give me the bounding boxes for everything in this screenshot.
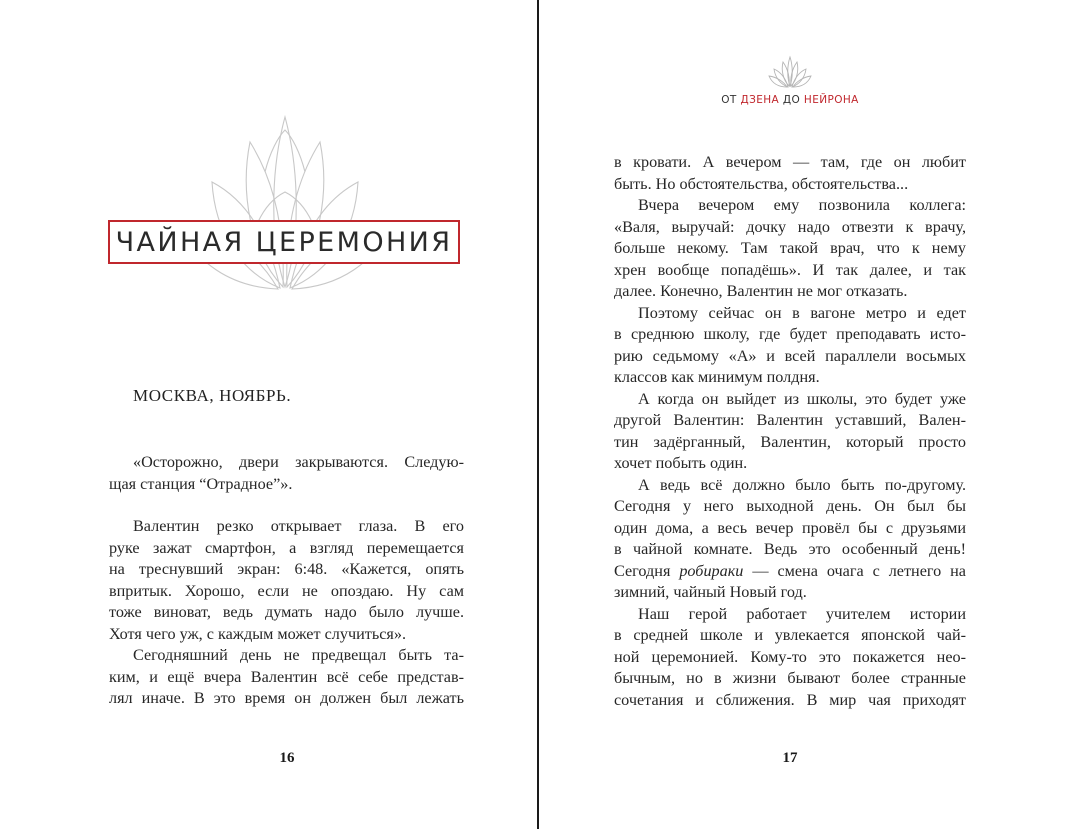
text-line-robiraki bbox=[614, 561, 966, 583]
chapter-title: ЧАЙНАЯ ЦЕРЕМОНИЯ bbox=[115, 226, 453, 258]
paragraph-body bbox=[109, 516, 464, 710]
text-line: впритык. Хорошо, если не опоздаю. Ну сам bbox=[109, 581, 464, 600]
text-line: сочетания и сближения. В мир чая приходят bbox=[614, 690, 966, 709]
text-line: Наш герой работает учителем истории bbox=[638, 604, 966, 623]
text-line: А когда он выйдет из школы, это будет уже bbox=[638, 389, 966, 408]
text-line: на треснувший экран: 6:48. «Кажется, опять bbox=[109, 560, 464, 578]
text-line: тоже виноват, ведь думать надо было лучше. bbox=[109, 603, 464, 621]
text-line: «Осторожно, двери закрываются. Следую- bbox=[133, 453, 464, 471]
text-line: А ведь всё должно было быть по-другому. bbox=[638, 475, 966, 494]
text-line: в чайной комнате. Ведь это особенный день! bbox=[614, 540, 966, 558]
text-line: Поэтому сейчас он в вагоне метро и едет bbox=[638, 303, 966, 322]
text-line: ной церемонией. Кому-то это покажется нео- bbox=[614, 647, 966, 666]
left-page bbox=[0, 0, 537, 829]
text-line: лял иначе. В это время он должен был лежать bbox=[109, 689, 464, 707]
text-line: быть. Но обстоятельства, обстоятельства... bbox=[614, 174, 909, 193]
place-heading: МОСКВА, НОЯБРЬ. bbox=[133, 386, 292, 405]
text-line: руке зажат смартфон, а взгляд перемещается bbox=[109, 538, 464, 557]
lotus-illustration bbox=[170, 112, 400, 292]
running-head-word: ДЗЕНА bbox=[740, 94, 780, 106]
text-line: классов как минимум полдня. bbox=[614, 368, 820, 386]
running-head-word: НЕЙРОНА bbox=[803, 94, 859, 106]
page-number-right: 17 bbox=[782, 750, 798, 766]
text-line: Сегодня у него выходной день. Он был бы bbox=[614, 497, 966, 515]
text-line: в средней школе и увлекается японской чай- bbox=[614, 626, 966, 644]
text-fragment: — смена очага с летнего на bbox=[743, 561, 966, 580]
paragraph-announcement bbox=[109, 452, 464, 495]
text-line: бычным, но в жизни бывают более странные bbox=[614, 669, 966, 687]
right-page-text bbox=[614, 152, 966, 711]
running-head bbox=[690, 94, 890, 106]
text-line: ким, и ещё вчера Валентин всё себе представ- bbox=[109, 667, 464, 686]
text-line: Валентин резко открывает глаза. В его bbox=[133, 517, 464, 535]
italic-term: робираки bbox=[679, 561, 744, 580]
text-line: щая станция “Отрадное”». bbox=[109, 474, 293, 493]
text-line: в кровати. А вечером — там, где он любит bbox=[614, 153, 966, 171]
text-line: больше некому. Там такой врач, что к нему bbox=[614, 239, 966, 257]
chapter-title-box bbox=[108, 220, 460, 264]
text-line: зимний, чайный Новый год. bbox=[614, 583, 807, 601]
text-line: «Валя, выручай: дочку надо отвезти к врачу, bbox=[614, 217, 966, 236]
text-line: в среднюю школу, где будет преподавать исто- bbox=[614, 325, 966, 343]
text-fragment: Сегодня bbox=[614, 561, 680, 580]
lotus-small-icon bbox=[768, 54, 812, 88]
running-head-word: ДО bbox=[782, 94, 801, 106]
text-line: рию седьмому «А» и всей параллели восьмых bbox=[614, 346, 966, 365]
text-line: Сегодняшний день не предвещал быть та- bbox=[133, 646, 464, 664]
text-line: хочет побыть один. bbox=[614, 454, 748, 472]
text-line: Хотя чего уж, с каждым может случиться». bbox=[109, 624, 406, 643]
text-line: хрен вообще попадёшь». И так далее, и так bbox=[614, 260, 966, 279]
running-head-word: ОТ bbox=[721, 94, 737, 106]
text-line: один дома, а весь вечер провёл бы с друзьями bbox=[614, 518, 966, 537]
text-line: другой Валентин: Валентин уставший, Вален- bbox=[614, 411, 966, 429]
text-line: тин задёрганный, Валентин, который просто bbox=[614, 432, 966, 451]
text-line: далее. Конечно, Валентин не мог отказать. bbox=[614, 282, 908, 300]
text-line: Вчера вечером ему позвонила коллега: bbox=[638, 196, 966, 214]
page-number-left: 16 bbox=[279, 750, 295, 766]
